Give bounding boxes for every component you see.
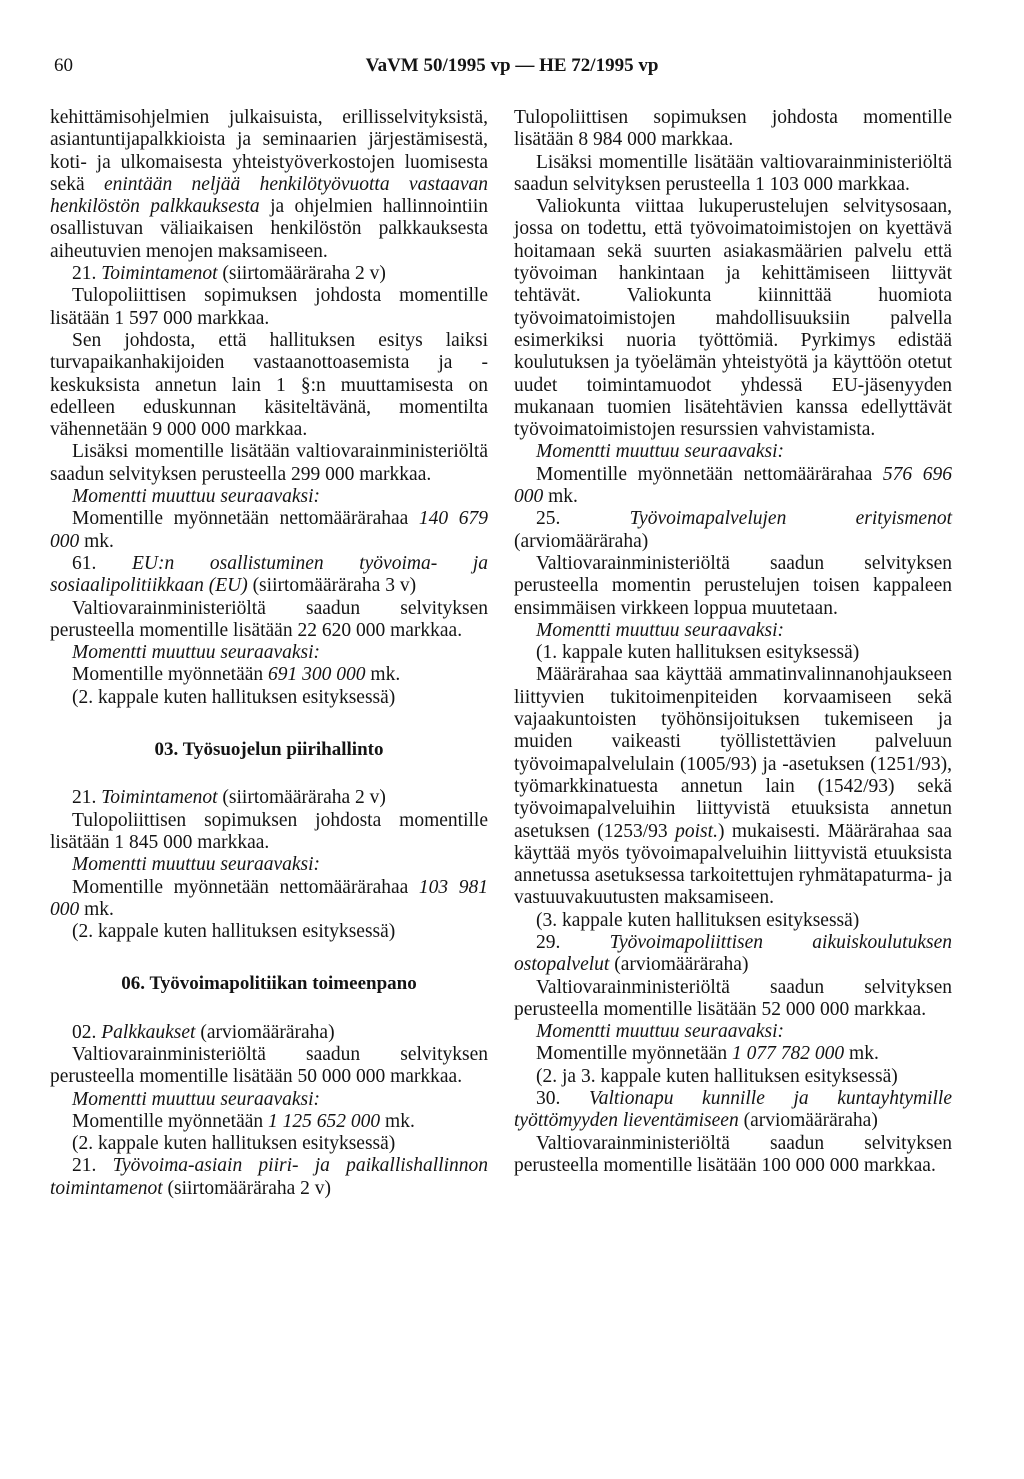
- running-head: VaVM 50/1995 vp — HE 72/1995 vp: [365, 55, 659, 76]
- item-heading: 21. Toimintamenot (siirtomääräraha 2 v): [72, 787, 386, 809]
- momentti-label: Momentti muuttuu seuraavaksi:: [72, 642, 321, 664]
- item-heading: 30. Valtionapu kunnille ja kuntayhtymille työttömyyden lieventämiseen (arviomääräraha): [514, 1088, 953, 1132]
- paragraph: Lisäksi momentille lisätään valtiovarainministeriöltä saadun selvityksen perusteella 1 103 000 markkaa.: [514, 151, 952, 195]
- paragraph: Momentille myönnetään 691 300 000 mk.: [72, 664, 401, 686]
- paragraph: Sen johdosta, että hallituksen esitys laiksi turvapaikanhakijoiden vastaanottoasemista ja -keskuksista annetun lain 1 §:n muuttamisesta on edelleen eduskunnan käsiteltävänä, momentilta vähennetään 9 000 000 markkaa.: [50, 329, 488, 441]
- momentti-label: Momentti muuttuu seuraavaksi:: [72, 1088, 321, 1110]
- page-header: [0, 55, 1024, 85]
- momentti-label: Momentti muuttuu seuraavaksi:: [536, 1021, 785, 1043]
- paragraph: (2. ja 3. kappale kuten hallituksen esityksessä): [536, 1065, 898, 1087]
- momentti-label: Momentti muuttuu seuraavaksi:: [72, 486, 321, 508]
- paragraph: Valtiovarainministeriöltä saadun selvityksen perusteella momentille lisätään 22 620 000 markkaa.: [50, 597, 488, 641]
- paragraph: (2. kappale kuten hallituksen esityksessä): [72, 921, 396, 943]
- item-heading: 21. Työvoima-asiain piiri- ja paikallishallinnon toimintamenot (siirtomääräraha 2 v): [50, 1155, 489, 1199]
- item-heading: 61. EU:n osallistuminen työvoima- ja sosiaalipolitiikkaan (EU) (siirtomääräraha 3 v): [50, 552, 488, 597]
- paragraph: Momentille myönnetään nettomäärärahaa 576 696 000 mk.: [514, 463, 952, 508]
- paragraph: Valtiovarainministeriöltä saadun selvityksen perusteella momentille lisätään 50 000 000 markkaa.: [50, 1043, 488, 1088]
- momentti-label: Momentti muuttuu seuraavaksi:: [72, 854, 321, 876]
- item-heading: 29. Työvoimapoliittisen aikuiskoulutuksen ostopalvelut (arviomääräraha): [514, 931, 952, 976]
- section-heading: 06. Työvoimapolitiikan toimeenpano: [121, 973, 417, 995]
- page-number: 60: [54, 55, 73, 76]
- paragraph: Valiokunta viittaa lukuperustelujen selvitysosaan, jossa on todettu, että työvoimatoimistojen on kyettävä hoitamaan sekä suurten asiakasmäärien palvelu että työvoiman hankintaan ja kehittämiseen liittyvät tehtävät. Valiokunta kiinnittää huomiota työvoimatoimistojen mahdollisuuksiin palvella esimerkiksi nuoria työttömiä. Pyrkimys edistää koulutuksen ja työelämän yhteistyötä ja käyttöön otetut uudet toimintamuodot yhdessä EU-jäsenyyden mukanaan tuomien lisätehtävien kanssa edellyttävät työvoimatoimistojen resurssien vahvistamista.: [514, 196, 952, 441]
- paragraph: Valtiovarainministeriöltä saadun selvityksen perusteella momentille lisätään 100 000 000 markkaa.: [514, 1132, 952, 1176]
- paragraph: (2. kappale kuten hallituksen esityksessä): [72, 1133, 396, 1155]
- momentti-label: Momentti muuttuu seuraavaksi:: [536, 619, 785, 641]
- paragraph: Valtiovarainministeriöltä saadun selvityksen perusteella momentin perustelujen toisen kappaleen ensimmäisen virkkeen loppua muutetaan.: [514, 552, 952, 619]
- paragraph: Momentille myönnetään nettomäärärahaa 140 679 000 mk.: [50, 508, 488, 552]
- paragraph: Momentille myönnetään 1 125 652 000 mk.: [72, 1110, 415, 1132]
- paragraph: Tulopoliittisen sopimuksen johdosta momentille lisätään 1 845 000 markkaa.: [50, 809, 488, 853]
- paragraph: Määrärahaa saa käyttää ammatinvalinnanohjaukseen liittyvien tukitoimenpiteiden korvaamiseen sekä vajaakuntoisten työhönsijoituksen tukemiseen ja muiden vaikeasti työllistettävien palveluun työvoimapalvelulain (1005/93) ja -asetuksen (1251/93), työmarkkinatuesta annetun lain (1542/93) sekä työvoimapalveluihin liittyvistä etuuksista annetun asetuksen (1253/93 poist.) mukaisesti. Määrärahaa saa käyttää myös työvoimapalveluihin liittyvistä etuuksista annetussa asetuksessa tarkoitettujen ryhmätapaturma- ja vastuuvakuutusten maksamiseen.: [514, 664, 952, 909]
- paragraph: (1. kappale kuten hallituksen esityksessä): [536, 642, 860, 664]
- paragraph: Valtiovarainministeriöltä saadun selvityksen perusteella momentille lisätään 52 000 000 markkaa.: [514, 976, 952, 1020]
- paragraph: Lisäksi momentille lisätään valtiovarainministeriöltä saadun selvityksen perusteella 299 000 markkaa.: [50, 441, 488, 485]
- paragraph: Momentille myönnetään 1 077 782 000 mk.: [536, 1043, 879, 1065]
- item-heading: 21. Toimintamenot (siirtomääräraha 2 v): [72, 263, 386, 285]
- paragraph: kehittämisohjelmien julkaisuista, erillisselvityksistä, asiantuntijapalkkioista ja seminaarien järjestämisestä, koti- ja ulkomaisesta yhteistyöverkostojen luomisesta sekä enintään neljää henkilötyövuotta vastaavan henkilöstön palkkauksesta ja ohjelmien hallinnointiin osallistuvan väliaikaisen henkilöstön palkkauksesta aiheutuvien menojen maksamiseen.: [50, 107, 488, 262]
- section-heading: 03. Työsuojelun piirihallinto: [154, 739, 384, 761]
- item-heading: 02. Palkkaukset (arviomääräraha): [72, 1021, 335, 1043]
- paragraph: (2. kappale kuten hallituksen esityksessä): [72, 686, 396, 708]
- momentti-label: Momentti muuttuu seuraavaksi:: [536, 441, 785, 463]
- left-column: [50, 107, 488, 1200]
- right-column: [514, 107, 952, 1177]
- paragraph: Tulopoliittisen sopimuksen johdosta momentille lisätään 8 984 000 markkaa.: [514, 107, 952, 151]
- paragraph: Momentille myönnetään nettomäärärahaa 103 981 000 mk.: [50, 876, 488, 920]
- paragraph: (3. kappale kuten hallituksen esityksessä): [536, 909, 860, 931]
- paragraph: Tulopoliittisen sopimuksen johdosta momentille lisätään 1 597 000 markkaa.: [50, 285, 488, 329]
- item-heading: 25. Työvoimapalvelujen erityismenot (arviomääräraha): [514, 508, 953, 552]
